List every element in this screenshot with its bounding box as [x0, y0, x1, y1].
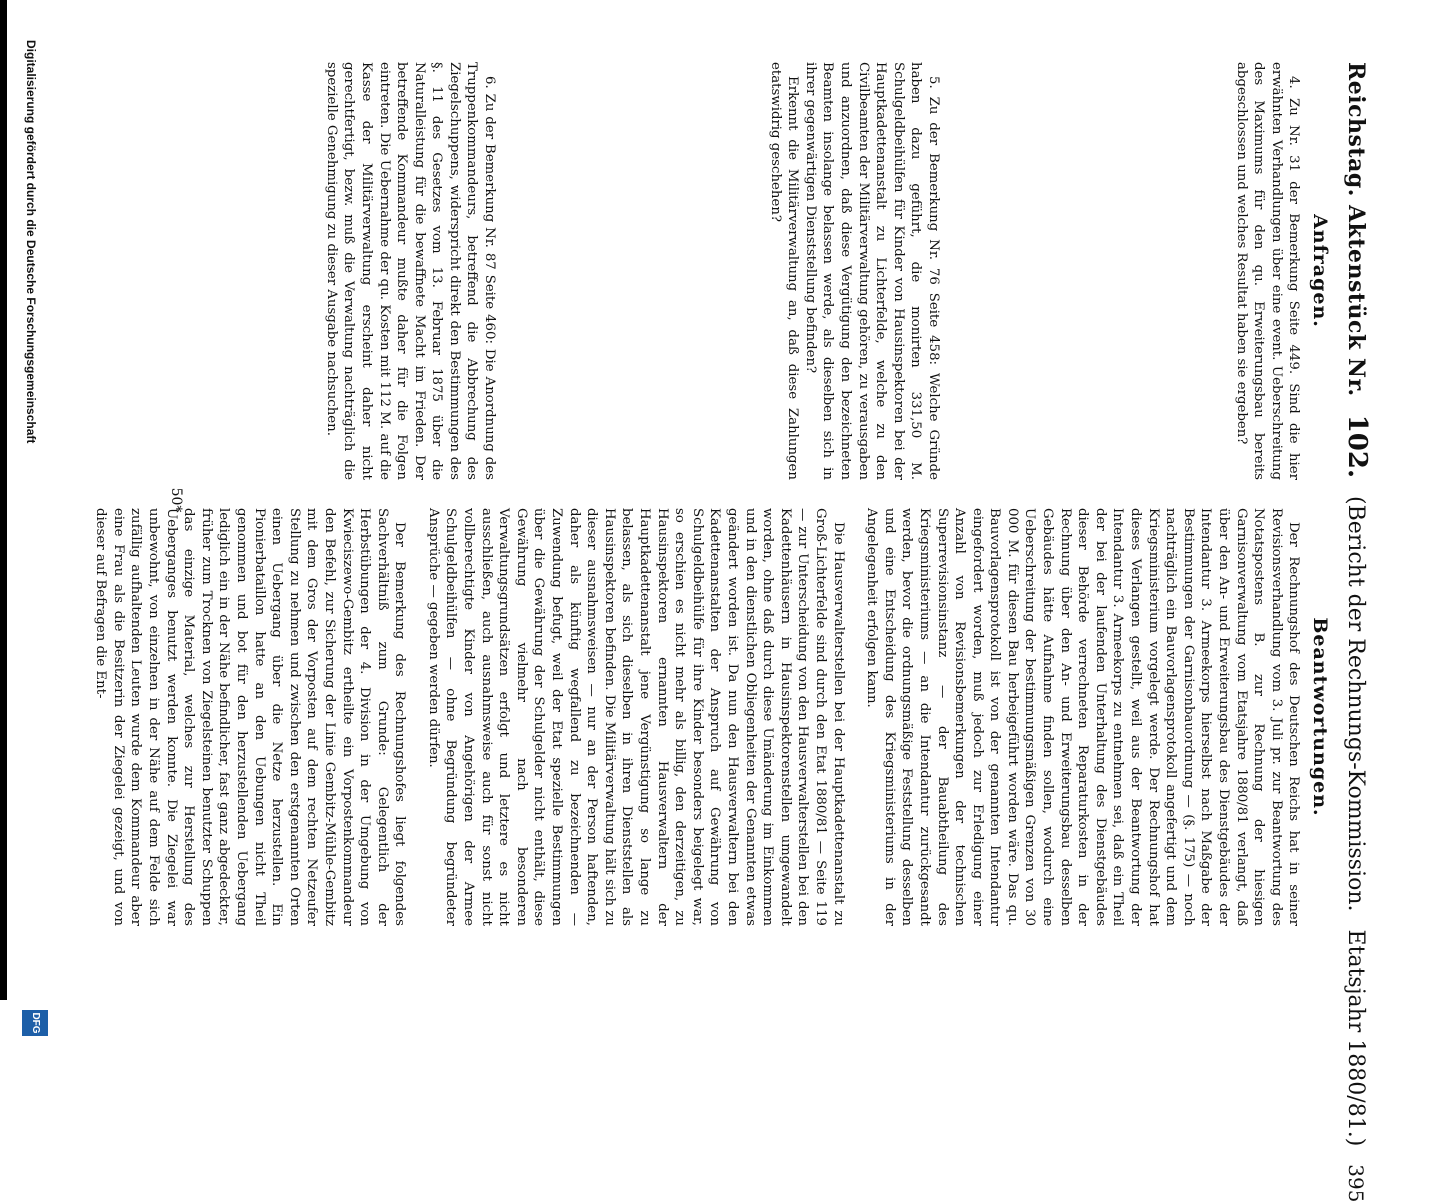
answer-4: Der Rechnungshof des Deutschen Reichs hat in seiner Revisionsverhandlung vom 3. Juli pr. zur Beantwortung des Notatspostens B. zur Rechnung der hiesigen Garnisonverwaltung vom Etatsjahre 1880/81 verlangt, daß über den An- und Erweiterungsbau des Dienstgebäudes der Intendantur 3. Armeekorps hierselbst nach Maßgabe der Bestimmungen der Garnisonbauordnung — (§. 175) — noch nachträglich ein Bauvorlagensprotokoll angefertigt und dem Kriegsministerium vorgelegt werde. Der Rechnungshof hat dieses Verlangen gestellt, weil aus der Beantwortung der Intendantur 3. Armeekorps zu entnehmen sei, daß ein Theil der bei der laufenden Unterhaltung des Dienstgebäudes dieser Behörde verrechneten Reparaturkosten in der Rechnung über den An- und Erweiterungsbau desselben Gebäudes hätte Aufnahme finden sollen, wodurch eine Ueberschreitung der bestimmungsmäßigen Grenzen von 30 000 M. für diesen Bau herbeigeführt worden wäre. Das qu. Bauvorlagensprotokoll ist von der genannten Intendantur eingefordert worden, muß jedoch zur Erledigung einer Anzahl von Revisionsbemerkungen der technischen Superrevisionsinstanz — der Bauabtheilung des Kriegsministeriums — an die Intendantur zurückgesandt werden, bevor die ordnungsmäßige Feststellung desselben und eine Entscheidung des Kriegsministeriums in der Angelegenheit erfolgen kann. — [864, 508, 1302, 926]
document-number: 102. — [1342, 414, 1372, 479]
dfg-logo: DFG — [22, 1010, 48, 1036]
question-4: 4. Zu Nr. 31 der Bemerkung Seite 449. Sind die hier erwähnten Verhandlungen über eine event. Ueberschreitung des Maximums für den qu. Erweiterungsbau bereits abgeschlossen und welches Resultat haben sie ergeben? — [1233, 62, 1302, 480]
answers-column — [93, 508, 1332, 926]
answer-5: Die Hausverwalterstellen bei der Hauptkadettenanstalt zu Groß-Lichterfelde sind durch den Etat 1880/81 — Seite 119 — zur Unterscheidung von den Hausverwalterstellen bei den Kadettenhäusern in Hausinspektorenstellen umgewandelt worden, ohne daß durch diese Umänderung im Einkommen und in den dienstlichen Obliegenheiten der Genannten etwas geändert worden ist. Da nun den Hausverwaltern bei den Kadettenanstalten der Anspruch auf Gewährung von Schulgeldbeihülfe für ihre Kinder besonders beigelegt war, so erschien es nicht mehr als billig, den derzeitigen, zu Hausinspektoren ernannten Hausverwaltern der Hauptkadettenanstalt jene Vergünstigung so lange zu belassen, als sich dieselben in ihren Dienststellen als Hausinspektoren befinden. Die Militärverwaltung hält sich zu dieser ausnahmsweisen — nur an der Person haftenden, daher als künftig wegfallend zu bezeichnenden — Zuwendung befugt, weil der Etat spezielle Bestimmungen über die Gewährung der Schulgelder nicht enthält, diese Gewährung vielmehr nach besonderen Verwaltungsgrundsätzen erfolgt und letztere es nicht ausschließen, auch ausnahmsweise auch für sonst nicht vollberechtigte Kinder von Angehörigen der Armee Schulgeldbeihülfen — ohne Begründung begründeter Ansprüche — gegeben werden dürfen. — [425, 508, 846, 926]
answer-6: Der Bemerkung des Rechnungshofes liegt folgendes Sachverhältniß zum Grunde: Gelegentlich der Herbstübungen der 4. Division in der Umgebung von Kwieciszewo-Gembitz ertheilte ein Vorpostenkommandeur den Befehl, zur Sicherung der Linie Gembitz-Mühle-Gembitz mit dem Gros der Vorposten auf dem rechten Netzeufer Stellung zu nehmen und zwischen den erstgenannten Orten einen Uebergang über die Netze herzustellen. Ein Pionierbataillon hatte an den Uebungen nicht Theil genommen und bot für den herzustellenden Uebergang lediglich ein in der Nähe befindlicher, fast ganz abgedeckter, früher zum Trocknen von Ziegelsteinen benutzter Schuppen das einzige Material, welches zur Herstellung des Ueberganges benutzt werden konnte. Die Ziegelei war unbewohnt, von einzelnen in der Nähe auf dem Felde sich zufällig aufhaltenden Leuten wurde dem Kommandeur aber eine Frau als die Besitzerin der Ziegelei gezeigt, und von dieser auf Befragen die Ent- — [93, 508, 408, 926]
question-5-followup: Erkennt die Militärverwaltung an, daß diese Zahlungen etatswidrig geschehen? — [767, 62, 801, 480]
question-6: 6. Zu der Bemerkung Nr. 87 Seite 460: Die Anordnung des Truppenkommandeurs, betreffend die Abbrechung des Ziegelschuppens, widerspricht direkt den Bestimmungen des §. 11 des Gesetzes vom 13. Februar 1875 über die Naturalleistung für die bewaffnete Macht im Frieden. Der betreffende Kommandeur mußte daher für die Folgen eintreten. Die Uebernahme der qu. Kosten mit 112 M. auf die Kasse der Militärverwaltung erscheint daher nicht gerechtfertigt, bezw. muß die Verwaltung nachträglich die spezielle Genehmigung zu dieser Ausgabe nachsuchen. — [323, 62, 498, 480]
running-header — [1336, 62, 1372, 1202]
page-number: 395 — [1344, 1164, 1368, 1202]
scan-border — [0, 0, 7, 1000]
sheet-signature: 50* — [168, 487, 184, 513]
question-5: 5. Zu der Bemerkung Nr. 76 Seite 458: Welche Gründe haben dazu geführt, die monirten 331,50 M. Schulgeldbeihülfen für Kinder von Hausinspektoren bei der Hauptkadettenanstalt zu Lichterfelde, welche zu den Civilbeamten der Militärverwaltung gehören, zu verausgaben und anzuordnen, daß diese Vergütigung den bezeichneten Beamten insolange belassen werde, als dieselben sich in ihrer gegenwärtigen Dienststellung befinden? — [802, 62, 942, 480]
answers-heading: Beantwortungen. — [1309, 617, 1331, 817]
digitization-notice — [12, 40, 48, 1040]
header-year: Etatsjahr 1880/81.) — [1343, 929, 1368, 1147]
header-title: Reichstag. Aktenstück Nr. — [1343, 62, 1369, 397]
questions-heading: Anfragen. — [1309, 214, 1331, 328]
questions-column — [110, 62, 1332, 480]
header-subtitle: (Bericht der Rechnungs-Kommission. — [1343, 496, 1368, 912]
digitization-notice-text: Digitalisierung gefördert durch die Deutsche Forschungsgemeinschaft — [24, 40, 38, 444]
